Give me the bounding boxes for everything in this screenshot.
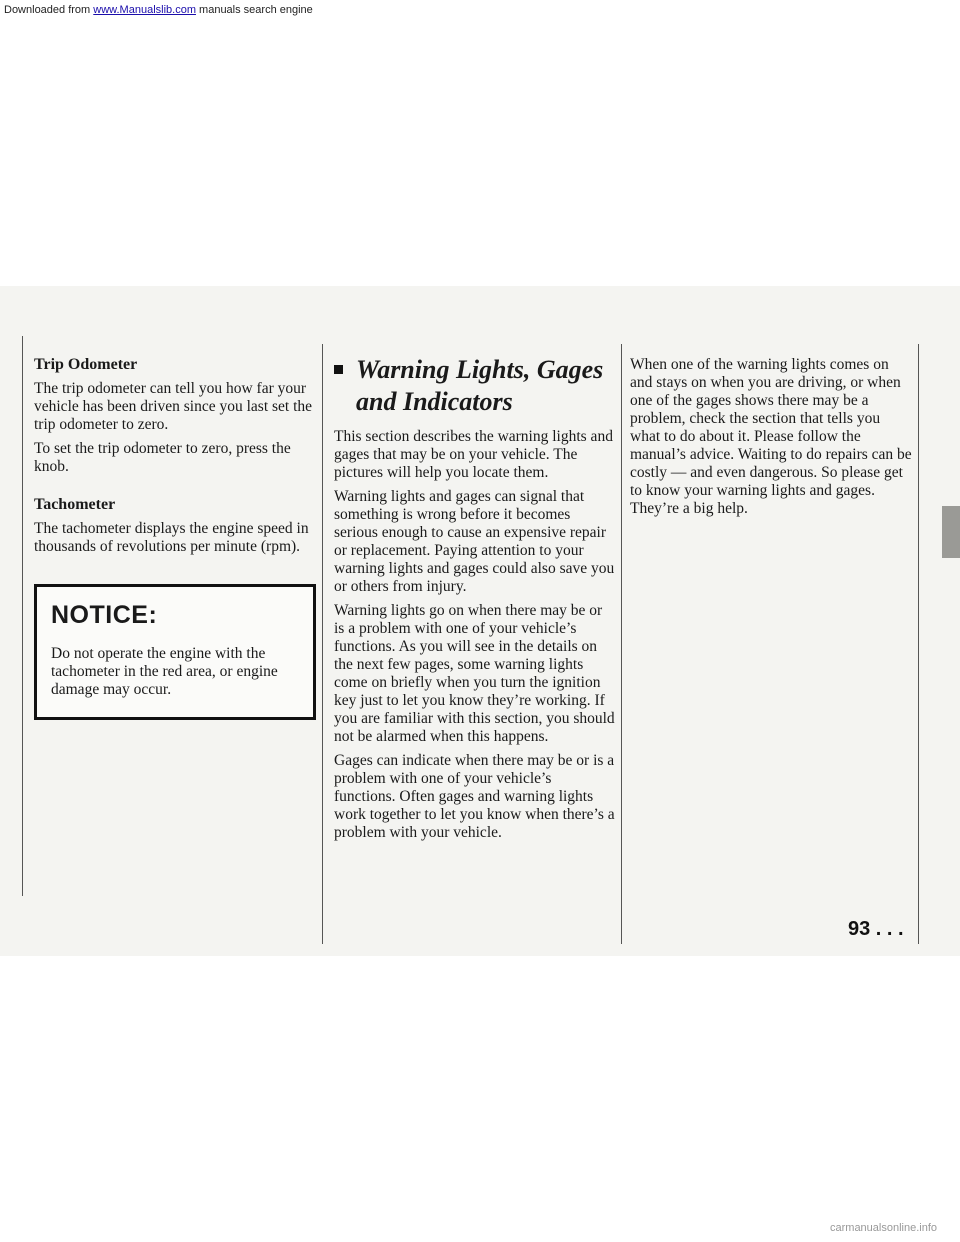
notice-box (34, 584, 316, 720)
section-title-text: Warning Lights, Gages and Indicators (356, 355, 604, 416)
tachometer-text: The tachometer displays the engine speed in thousands of revolutions per minute (rpm). (34, 520, 309, 555)
notice-title: NOTICE: (51, 601, 158, 629)
page-number: 93 . . . (848, 918, 904, 940)
trip-odometer-text: The trip odometer can tell you how far your vehicle has been driven since you last set the trip odometer to zero. (34, 380, 313, 433)
column-rule-far-right (918, 344, 919, 944)
notice-body: Do not operate the engine with the tachometer in the red area, or engine damage may occur. (51, 645, 278, 698)
tachometer-heading: Tachometer (34, 496, 116, 513)
column-rule-mid (322, 344, 323, 944)
manualslib-link[interactable]: www.Manualslib.com (93, 4, 196, 16)
banner-prefix: Downloaded from (4, 4, 94, 16)
right-column (630, 356, 912, 524)
banner-suffix: manuals search engine (195, 4, 313, 16)
middle-paragraph-1: This section describes the warning lights and gages that may be on your vehicle. The pictures will help you locate them. (334, 428, 613, 481)
right-paragraph: When one of the warning lights comes on and stays on when you are driving, or when one of the gages shows there may be a problem, check the section that tells you what to do about it. Please follow the manual’s advice. Waiting to do repairs can be costly — and even dangerous. So please get to know your warning lights and gages. They’re a big help. (630, 356, 912, 517)
footer-watermark: carmanualsonline.info (830, 1222, 938, 1234)
trip-odometer-reset-text: To set the trip odometer to zero, press the knob. (34, 440, 291, 475)
trip-odometer-heading: Trip Odometer (34, 356, 138, 373)
section-title (334, 354, 616, 418)
bullet-square-icon (334, 365, 343, 374)
middle-paragraph-4: Gages can indicate when there may be or is a problem with one of your vehicle’s functions. Often gages and warning lights work together to let you know when there’s a problem with your vehicle. (334, 752, 615, 841)
left-column (34, 356, 316, 720)
download-banner (0, 0, 960, 20)
column-rule-right (621, 344, 622, 944)
middle-paragraph-3: Warning lights go on when there may be or is a problem with one of your vehicle’s functions. As you will see in the details on the next few pages, some warning lights come on briefly when you turn the ignition key just to let you know they’re working. If you are familiar with this section, you should not be alarmed when this happens. (334, 602, 615, 745)
section-tab-marker (942, 506, 960, 558)
middle-column (334, 354, 616, 848)
manual-page (0, 286, 960, 956)
middle-paragraph-2: Warning lights and gages can signal that something is wrong before it becomes serious enough to cause an expensive repair or replacement. Paying attention to your warning lights and gages could also save you or others from injury. (334, 488, 615, 595)
column-rule-left (22, 336, 23, 896)
